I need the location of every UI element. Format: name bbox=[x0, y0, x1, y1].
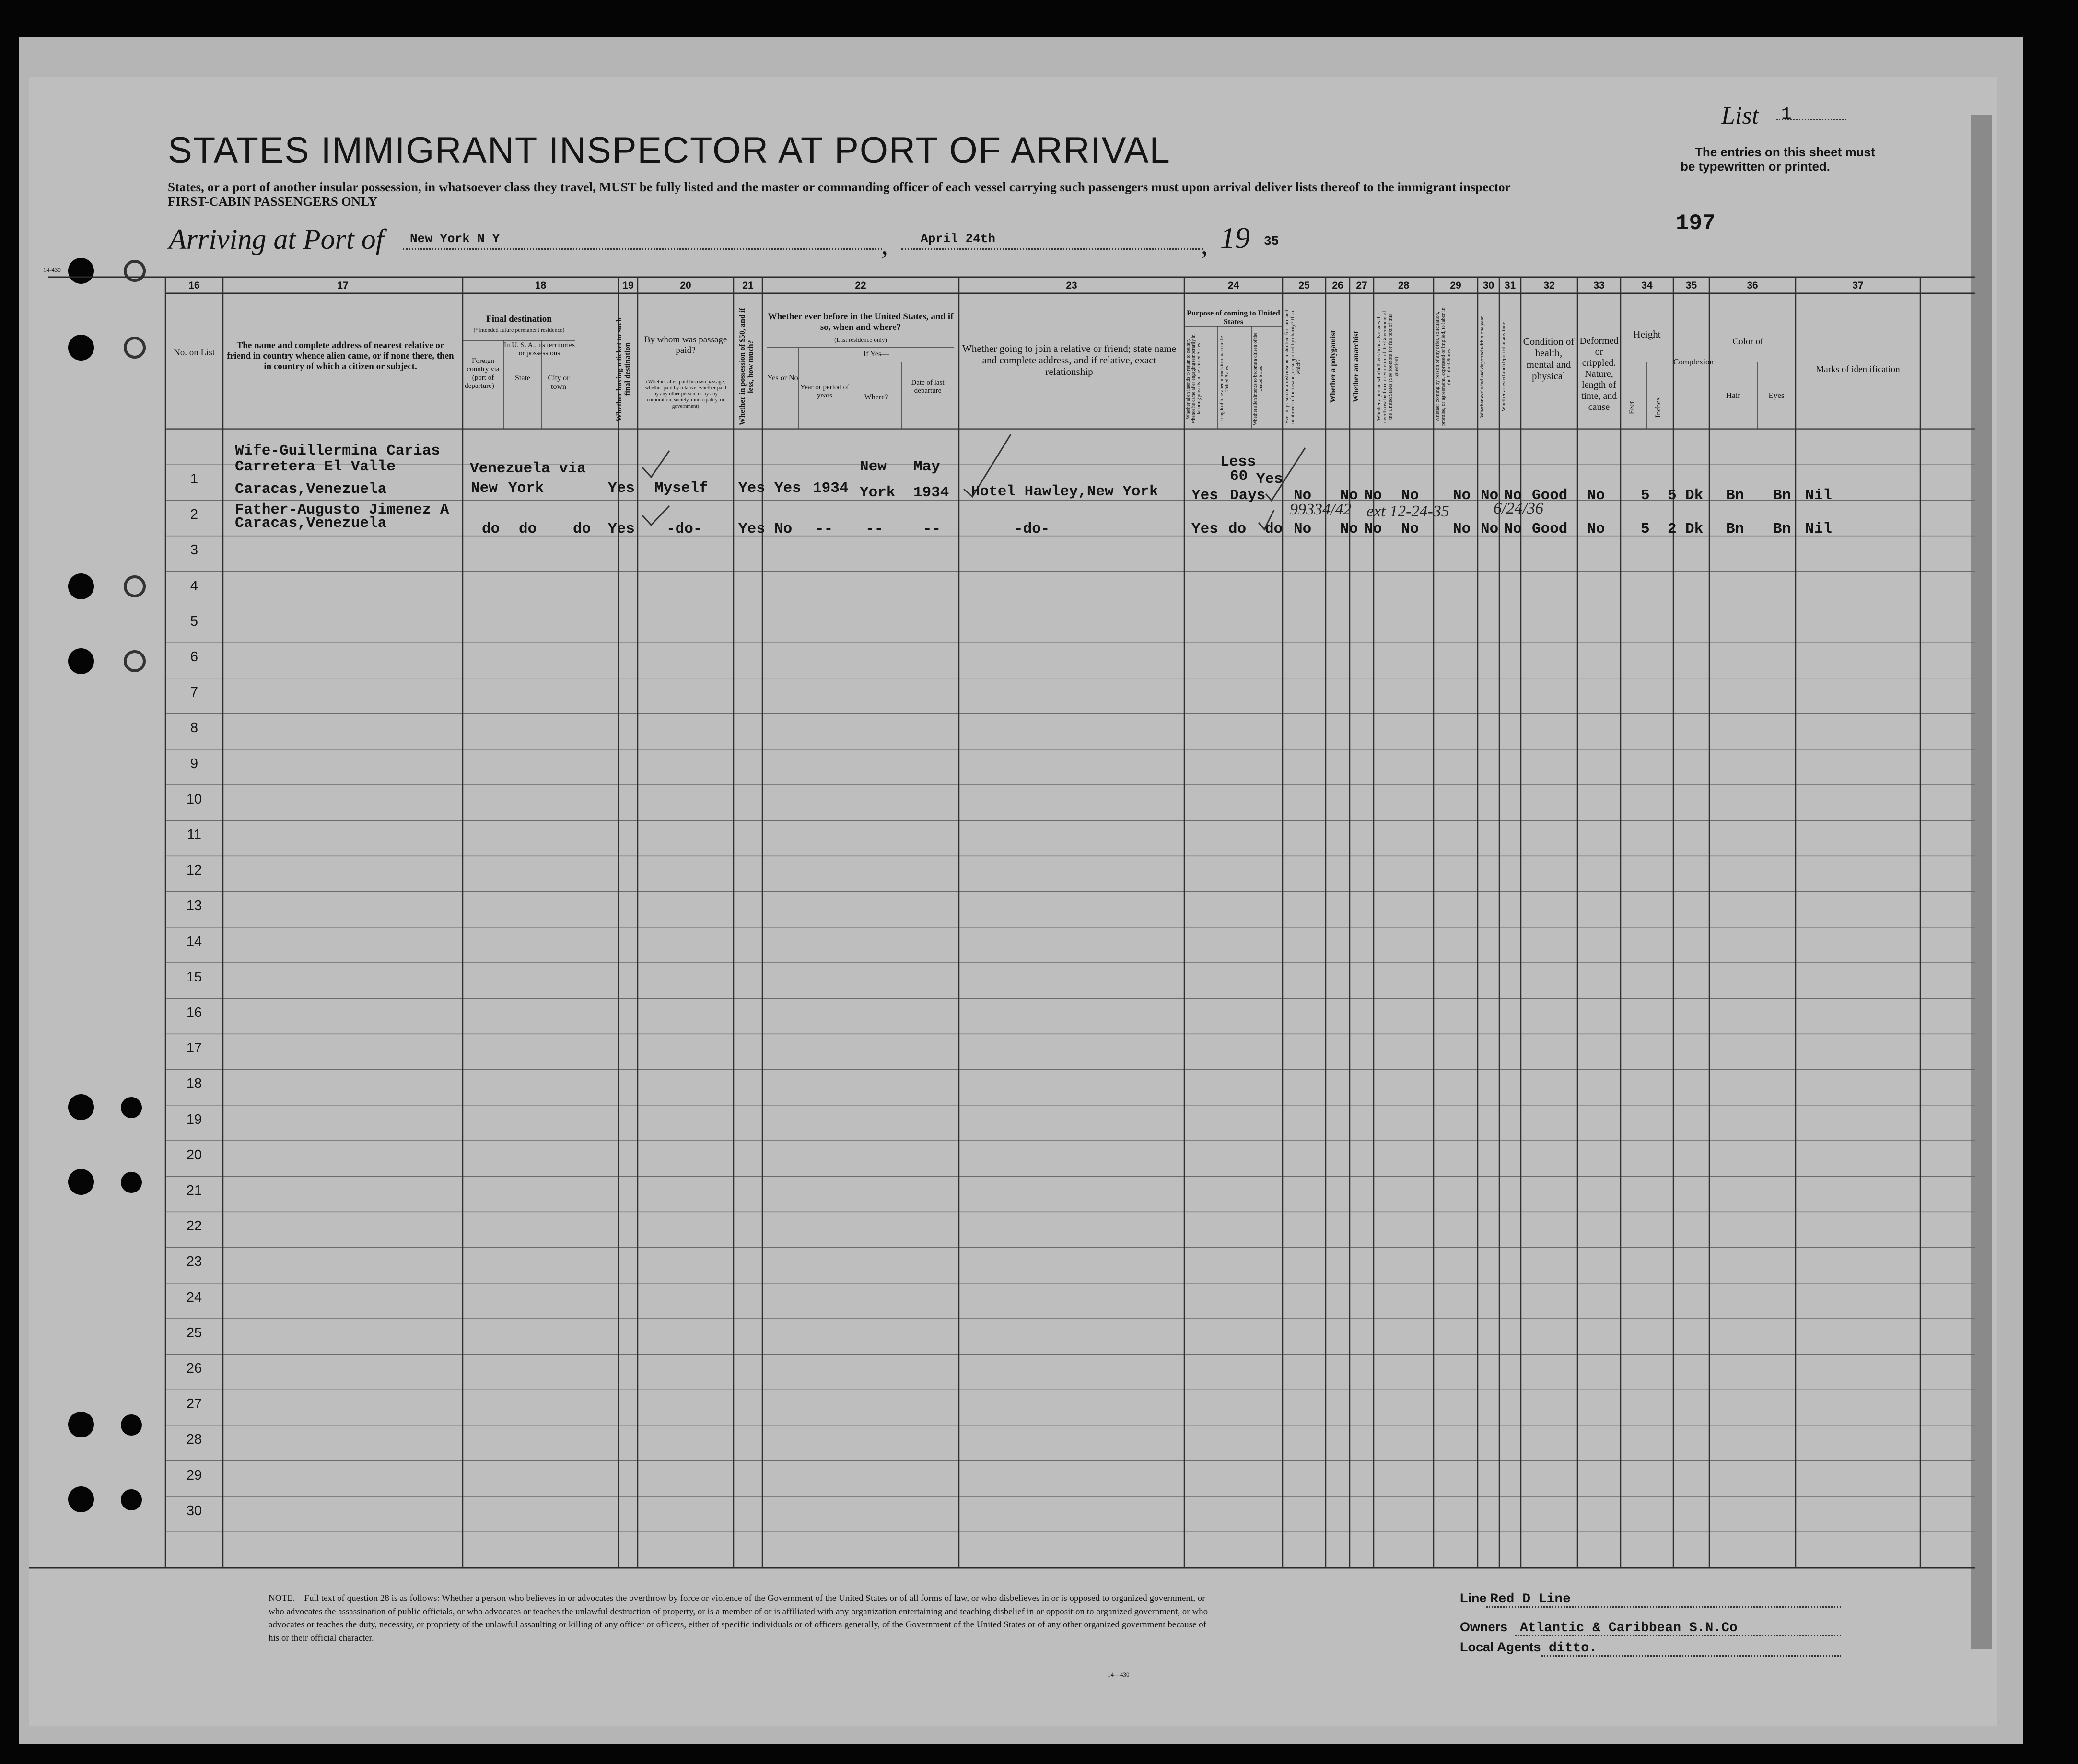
row-number: 6 bbox=[190, 649, 198, 665]
entry-1-relative-line-1: Wife-Guillermina Carias bbox=[235, 443, 440, 459]
row-number: 8 bbox=[190, 720, 198, 736]
entry-1-health: Good bbox=[1532, 487, 1568, 504]
form-class-note: FIRST-CABIN PASSENGERS ONLY bbox=[168, 194, 378, 209]
row-number: 16 bbox=[186, 1005, 202, 1020]
owners-value: Atlantic & Caribbean S.N.Co bbox=[1520, 1621, 1738, 1635]
col-36-hair: Hair bbox=[1726, 391, 1741, 400]
comma: , bbox=[1201, 231, 1208, 260]
entry-2-complexion: Dk bbox=[1685, 521, 1704, 537]
row-number: 28 bbox=[186, 1432, 202, 1448]
entry-1-foreign: Venezuela via bbox=[470, 460, 586, 477]
col-24-c: Whether alien intends to become a citizen of the United States bbox=[1253, 332, 1263, 425]
row-number: 19 bbox=[186, 1111, 202, 1127]
entry-1-polygamist: No bbox=[1340, 487, 1358, 504]
row-number: 25 bbox=[186, 1325, 202, 1341]
row-number: 14 bbox=[186, 934, 202, 949]
row-number: 26 bbox=[186, 1361, 202, 1376]
form-title: STATES IMMIGRANT INSPECTOR AT PORT OF ARRIVAL bbox=[168, 130, 1171, 171]
entry-2-q31: No bbox=[1504, 521, 1522, 537]
col-27-header: Whether an anarchist bbox=[1352, 331, 1360, 403]
comma: , bbox=[881, 231, 888, 260]
col-29-header: Whether coming by reason of any offer, solicitation, promise, or agreement, expressed or implied, to labor in the United States bbox=[1435, 307, 1452, 426]
entry-1-money: Yes bbox=[738, 480, 765, 497]
column-number-34: 34 bbox=[1641, 280, 1653, 291]
col-35-header: Complexion bbox=[1673, 357, 1714, 366]
col-22-sub: (Last residence only) bbox=[834, 336, 887, 343]
entry-2-eyes: Bn bbox=[1773, 521, 1791, 537]
col-25-header: Ever in prison or almshouse or institution for care and treatment of the insane, or supported by charity? If so, which? bbox=[1284, 309, 1302, 424]
entry-2-before: No bbox=[774, 521, 793, 537]
col-18-city: City or town bbox=[548, 374, 570, 391]
col-20-sub: (Whether alien paid his own passage, whether paid by relative, whether paid by any other person, or by any corporation, society, municipality, or government) bbox=[645, 379, 726, 409]
entry-1-relative-line-2: Carretera El Valle bbox=[235, 458, 396, 475]
row-number: 29 bbox=[186, 1467, 202, 1483]
entry-2-q28: No bbox=[1401, 521, 1419, 537]
footnote-question-28: NOTE.—Full text of question 28 is as follows: Whether a person who believes in or advocates the overthrow by force or violence of the Government of the United States or of all forms of law, or who disbelieves in or is opposed to organized government, or who advocates the assassination of public officials, or who advocates or teaches the unlawful destruction of property, or is a member of or is affiliated with any organization entertaining and teaching disbelief in or opposition to organized government, or who advocates or teaches the duty, necessity, or propriety of the unlawful assaulting or killing of any officer or officers, either of specific individuals or of officers generally, of the Government of the United States or of any other organized government because of his or their official character. bbox=[269, 1593, 1208, 1643]
entry-1-relative-line-3: Caracas,Venezuela bbox=[235, 481, 387, 498]
column-number-26: 26 bbox=[1332, 280, 1343, 291]
col-17-header: The name and complete address of nearest relative or friend in country whence alien came, or if none there, then in country of which a citizen or subject. bbox=[227, 340, 454, 372]
entry-1-state: New bbox=[471, 480, 498, 497]
entry-1-q31: No bbox=[1504, 487, 1522, 504]
row-number: 1 bbox=[190, 471, 198, 487]
entry-1-before: Yes bbox=[774, 480, 801, 497]
entry-1-marks: Nil bbox=[1805, 487, 1832, 504]
row-number: 20 bbox=[186, 1147, 202, 1163]
entry-2-city: do bbox=[573, 521, 591, 537]
row-number: 12 bbox=[186, 863, 202, 878]
col-18-header: Final destination bbox=[486, 314, 552, 324]
entry-1-feet: 5 bbox=[1641, 487, 1650, 504]
entry-2-citizen: do bbox=[1265, 521, 1283, 537]
column-number-19: 19 bbox=[622, 280, 634, 291]
col-20-header: By whom was passage paid? bbox=[644, 335, 727, 355]
col-18-foreign: Foreign country via (port of departure)— bbox=[465, 357, 502, 390]
year-prefix: 19 bbox=[1220, 222, 1250, 255]
row-number: 4 bbox=[190, 578, 198, 594]
col-22-where: Where? bbox=[864, 393, 888, 401]
entry-1-citizen: Yes bbox=[1256, 471, 1283, 488]
column-number-24: 24 bbox=[1227, 280, 1239, 291]
column-number-33: 33 bbox=[1593, 280, 1605, 291]
row-number: 2 bbox=[190, 507, 198, 523]
column-number-32: 32 bbox=[1543, 280, 1555, 291]
entry-2-foreign: do bbox=[482, 521, 500, 537]
entry-1-date-1: May bbox=[913, 458, 940, 475]
column-number-18: 18 bbox=[535, 280, 547, 291]
entry-1-length-1: Less bbox=[1220, 454, 1256, 470]
entry-2-purpose: Yes bbox=[1191, 521, 1218, 537]
col-22-ifyes: If Yes— bbox=[863, 350, 889, 358]
entry-2-where: -- bbox=[865, 521, 884, 537]
entry-2-year: -- bbox=[815, 521, 833, 537]
row-number: 10 bbox=[186, 791, 202, 807]
row-number: 30 bbox=[186, 1503, 202, 1519]
column-number-27: 27 bbox=[1356, 280, 1367, 291]
row-number: 3 bbox=[190, 542, 198, 558]
entry-1-inches: 5 bbox=[1668, 487, 1677, 504]
row-number: 22 bbox=[186, 1218, 202, 1234]
entry-1-purpose: Yes bbox=[1191, 487, 1218, 504]
col-18-sub: (*Intended future permanent residence) bbox=[473, 327, 565, 333]
column-number-36: 36 bbox=[1747, 280, 1758, 291]
form-statement: States, or a port of another insular possession, in whatsoever class they travel, MUST be fully listed and the master or commanding officer of each vessel carrying such passengers must upon arrival deliver lists thereof to the immigrant inspector bbox=[168, 180, 1511, 194]
entry-1-date-2: 1934 bbox=[913, 484, 949, 501]
col-36-header: Color of— bbox=[1732, 337, 1773, 347]
row-number: 7 bbox=[190, 685, 198, 701]
arriving-label: Arriving at Port of bbox=[169, 223, 384, 255]
entry-2-money: Yes bbox=[738, 521, 765, 537]
entry-2-polygamist: No bbox=[1340, 521, 1358, 537]
entry-1-ticket: Yes bbox=[608, 480, 635, 497]
entry-1-deformed: No bbox=[1587, 487, 1605, 504]
entry-2-ticket: Yes bbox=[608, 521, 635, 537]
column-number-21: 21 bbox=[742, 280, 754, 291]
row-number: 21 bbox=[186, 1183, 202, 1198]
column-number-17: 17 bbox=[337, 280, 349, 291]
row-number: 24 bbox=[186, 1289, 202, 1305]
entry-1-q29: No bbox=[1453, 487, 1471, 504]
list-label: List bbox=[1721, 102, 1759, 129]
col-28-header: Whether a person who believes in or advocates the overthrow by force or violence of the Government of the United States (See footnote for full text of this question) bbox=[1376, 311, 1400, 423]
col-22-date: Date of last departure bbox=[911, 379, 945, 395]
col-24-header: Purpose of coming to United States bbox=[1187, 309, 1280, 327]
entry-2-date: -- bbox=[923, 521, 941, 537]
form-code-bottom: 14—430 bbox=[1108, 1671, 1130, 1678]
form-code-top: 14-430 bbox=[43, 266, 61, 273]
col-22-header: Whether ever before in the United States, and if so, when and where? bbox=[768, 312, 954, 332]
entry-1-length-3: Days bbox=[1230, 487, 1266, 504]
port-of-arrival: New York N Y bbox=[410, 232, 500, 246]
col-34-feet: Feet bbox=[1628, 401, 1636, 414]
entry-2-inches: 2 bbox=[1668, 521, 1677, 537]
agents-label: Local Agents bbox=[1460, 1640, 1541, 1654]
typed-instruction-2: be typewritten or printed. bbox=[1681, 159, 1831, 174]
col-22-yesno: Yes or No bbox=[767, 374, 798, 382]
entry-1-complexion: Dk bbox=[1685, 487, 1704, 504]
col-16-header: No. on List bbox=[173, 348, 215, 358]
row-number: 13 bbox=[186, 898, 202, 914]
entry-1-where-2: York bbox=[860, 484, 896, 501]
entry-2-health: Good bbox=[1532, 521, 1568, 537]
entry-2-joining: -do- bbox=[1014, 521, 1050, 537]
entry-1-city: York bbox=[508, 480, 544, 497]
col-31-header: Whether arrested and deported at any time bbox=[1501, 322, 1506, 412]
col-36-eyes: Eyes bbox=[1768, 391, 1785, 400]
col-19-header: Whether having a ticket to such final destination bbox=[615, 317, 632, 421]
entry-2-anarchist: No bbox=[1364, 521, 1382, 537]
col-33-header: Deformed or crippled. Nature, length of time, and cause bbox=[1579, 336, 1619, 412]
line-value: Red D Line bbox=[1490, 1592, 1571, 1607]
col-21-header: Whether in possession of $50, and if less, how much? bbox=[738, 308, 755, 426]
column-number-30: 30 bbox=[1483, 280, 1494, 291]
entry-2-deformed: No bbox=[1587, 521, 1605, 537]
column-number-16: 16 bbox=[188, 280, 200, 291]
sheet-number: 197 bbox=[1676, 211, 1716, 236]
col-32-header: Condition of health, mental and physical bbox=[1523, 336, 1575, 382]
col-26-header: Whether a polygamist bbox=[1329, 330, 1337, 403]
entry-1-eyes: Bn bbox=[1773, 487, 1791, 504]
column-number-20: 20 bbox=[680, 280, 691, 291]
col-34-inches: Inches bbox=[1654, 397, 1662, 418]
col-24-b: Length of time alien intends to remain in the United States bbox=[1219, 336, 1230, 422]
col-23-header: Whether going to join a relative or friend; state name and complete address, and if relative, exact relationship bbox=[962, 343, 1177, 378]
row-number: 9 bbox=[190, 756, 198, 771]
entry-1-q28: No bbox=[1401, 487, 1419, 504]
col-18-state: State bbox=[515, 374, 530, 382]
entry-1-year: 1934 bbox=[813, 480, 849, 497]
row-number: 15 bbox=[186, 969, 202, 985]
row-number: 11 bbox=[187, 827, 202, 842]
entry-1-joining: Hotel Hawley,New York bbox=[971, 483, 1158, 500]
entry-2-length: do bbox=[1228, 521, 1247, 537]
column-number-37: 37 bbox=[1852, 280, 1864, 291]
handwritten-extension: ext 12-24-35 bbox=[1366, 502, 1449, 520]
column-number-28: 28 bbox=[1398, 280, 1410, 291]
column-number-29: 29 bbox=[1450, 280, 1461, 291]
col-24-a: Whether alien intends to return to country whence he came after engaging temporarily in laboring pursuits in the United States bbox=[1186, 334, 1202, 423]
entry-2-q29: No bbox=[1453, 521, 1471, 537]
handwritten-date: 6/24/36 bbox=[1494, 500, 1543, 517]
entry-1-hair: Bn bbox=[1726, 487, 1744, 504]
column-number-25: 25 bbox=[1298, 280, 1310, 291]
entry-2-q30: No bbox=[1481, 521, 1499, 537]
entry-1-prison: No bbox=[1294, 487, 1312, 504]
entry-2-feet: 5 bbox=[1641, 521, 1650, 537]
typed-instruction: The entries on this sheet must bbox=[1695, 145, 1875, 159]
row-number: 17 bbox=[186, 1040, 202, 1056]
column-number-35: 35 bbox=[1685, 280, 1697, 291]
handwritten-file-number: 99334/42 bbox=[1290, 501, 1352, 518]
entry-2-prison: No bbox=[1294, 521, 1312, 537]
entry-2-relative-line-2: Caracas,Venezuela bbox=[235, 515, 387, 532]
column-number-22: 22 bbox=[855, 280, 866, 291]
entry-2-marks: Nil bbox=[1805, 521, 1832, 537]
row-number: 5 bbox=[190, 613, 198, 629]
arrival-date: April 24th bbox=[921, 232, 996, 246]
list-number: 1 bbox=[1781, 105, 1792, 124]
entry-1-q30: No bbox=[1481, 487, 1499, 504]
col-37-header: Marks of identification bbox=[1816, 364, 1900, 374]
entry-2-paid-by: -do- bbox=[666, 521, 702, 537]
entry-1-length-2: 60 bbox=[1230, 468, 1248, 485]
column-number-23: 23 bbox=[1066, 280, 1077, 291]
row-number: 23 bbox=[186, 1254, 202, 1270]
col-34-header: Height bbox=[1633, 328, 1661, 340]
year-suffix: 35 bbox=[1264, 234, 1279, 248]
col-22-year: Year or period of years bbox=[800, 384, 850, 400]
agents-value: ditto. bbox=[1549, 1641, 1597, 1656]
entry-2-state: do bbox=[519, 521, 537, 537]
owners-label: Owners bbox=[1460, 1620, 1508, 1634]
entry-1-paid-by: Myself bbox=[654, 480, 708, 497]
column-number-31: 31 bbox=[1504, 280, 1516, 291]
row-number: 27 bbox=[186, 1396, 202, 1412]
entry-1-anarchist: No bbox=[1364, 487, 1382, 504]
row-number: 18 bbox=[186, 1076, 202, 1092]
entry-2-hair: Bn bbox=[1726, 521, 1744, 537]
entry-2-relative-line-1: Father-Augusto Jimenez A bbox=[235, 502, 449, 518]
line-label: Line bbox=[1460, 1591, 1487, 1605]
entry-1-where-1: New bbox=[860, 458, 887, 475]
col-30-header: Whether excluded and deported within one year bbox=[1479, 316, 1485, 418]
col-18-usa: In U. S. A., its territories or possessions bbox=[504, 341, 575, 358]
